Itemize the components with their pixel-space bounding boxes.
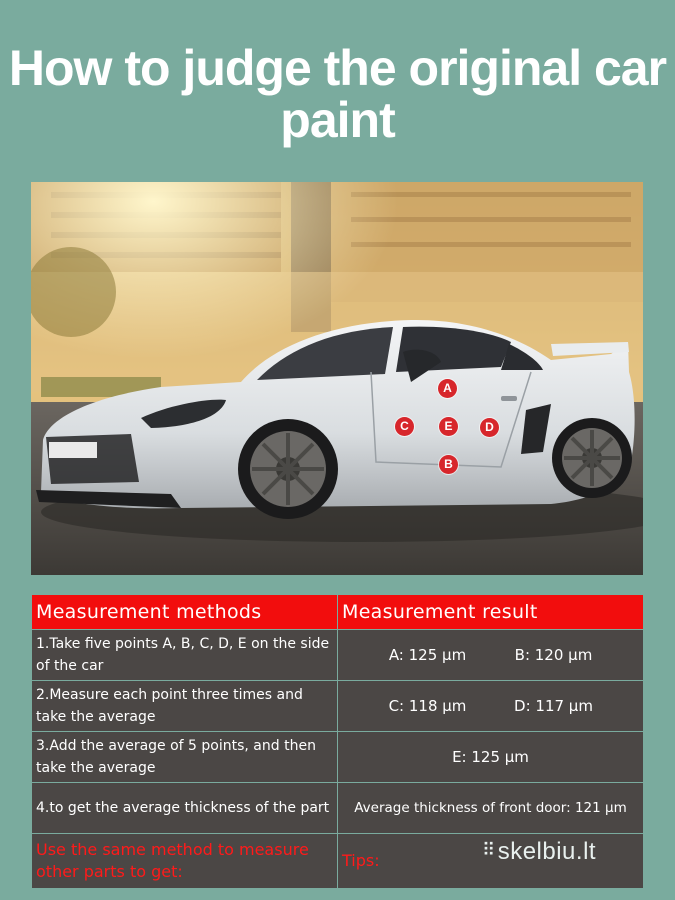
car-photo	[31, 182, 643, 575]
footer-method-cell: Use the same method to measure other parts to get:	[32, 834, 338, 889]
result-value: C: 118 μm	[388, 697, 467, 715]
method-cell: 2.Measure each point three times and take the average	[32, 681, 338, 732]
result-value: B: 120 μm	[514, 646, 593, 664]
result-value: E: 125 μm	[452, 748, 529, 766]
result-cell	[338, 681, 644, 732]
method-cell: 4.to get the average thickness of the part	[32, 783, 338, 834]
watermark	[482, 838, 596, 866]
page-title: How to judge the original car paint	[8, 40, 667, 148]
watermark-dots-icon: ⠿	[482, 840, 496, 860]
method-cell: 1.Take five points A, B, C, D, E on the side of the car	[32, 630, 338, 681]
table-row	[32, 783, 644, 834]
result-cell: Average thickness of front door: 121 μm	[338, 783, 644, 834]
result-value: A: 125 μm	[388, 646, 467, 664]
marker-b: B	[439, 455, 458, 474]
method-cell: 3.Add the average of 5 points, and then take the average	[32, 732, 338, 783]
result-cell	[338, 732, 644, 783]
result-value: D: 117 μm	[514, 697, 593, 715]
marker-d: D	[480, 418, 499, 437]
marker-a: A	[438, 379, 457, 398]
marker-c: C	[395, 417, 414, 436]
table-row	[32, 630, 644, 681]
watermark-text: skelbiu.lt	[497, 838, 597, 865]
result-cell	[338, 630, 644, 681]
header-result: Measurement result	[338, 595, 644, 630]
header-methods: Measurement methods	[32, 595, 338, 630]
table-row	[32, 732, 644, 783]
marker-e: E	[439, 417, 458, 436]
tips-cell: Tips:	[338, 834, 644, 889]
table-row	[32, 681, 644, 732]
table-header-row	[32, 595, 644, 630]
